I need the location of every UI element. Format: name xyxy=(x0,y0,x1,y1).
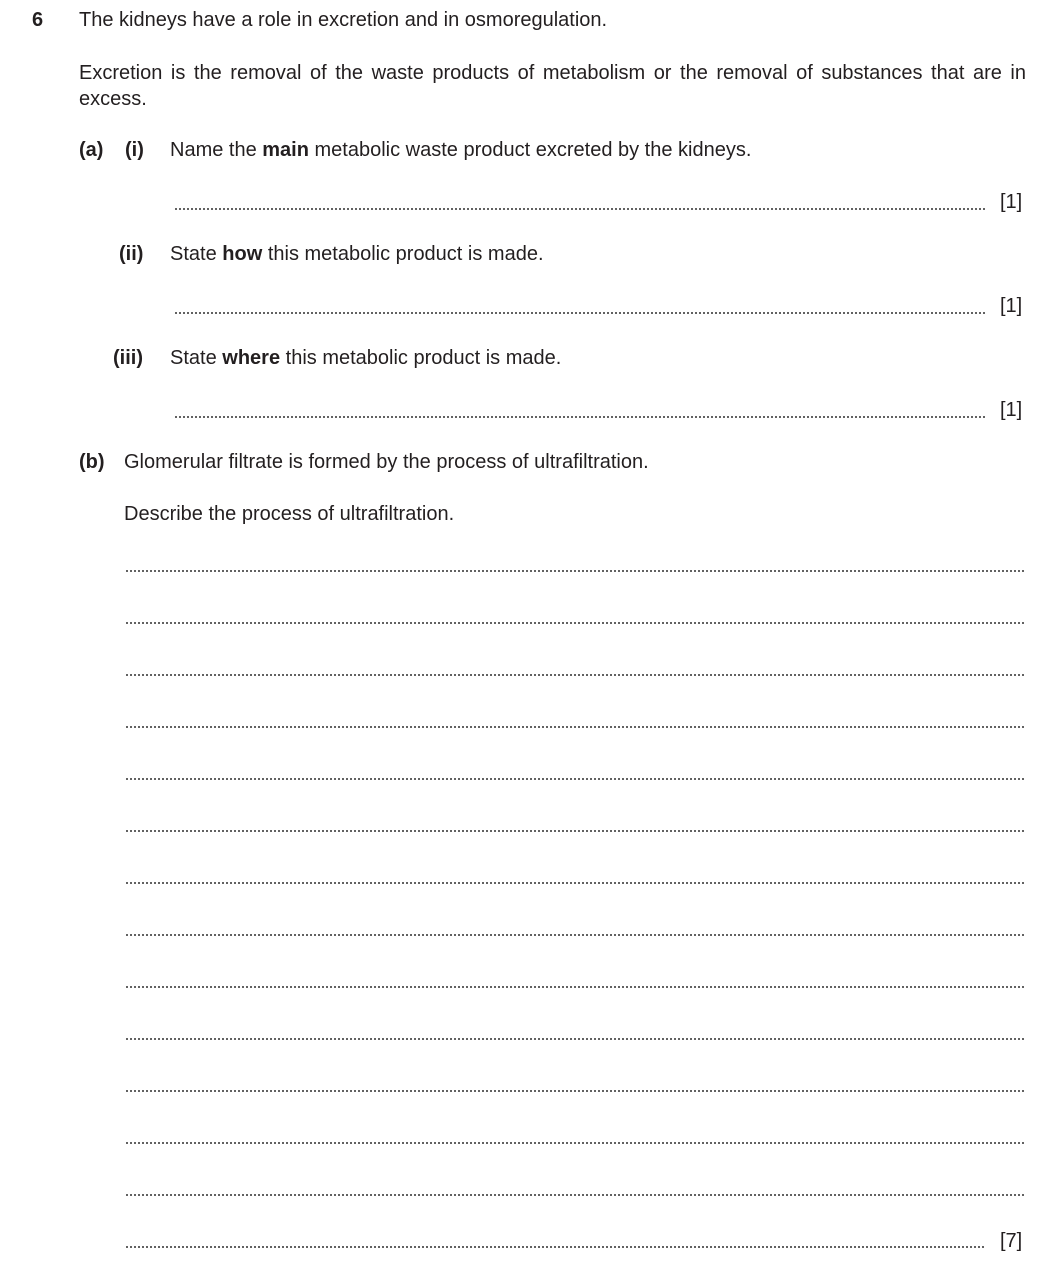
question-number: 6 xyxy=(32,9,44,31)
answer-line-b[interactable] xyxy=(125,934,1024,936)
part-a-i-text-bold: main xyxy=(262,139,309,161)
part-a-iii-question xyxy=(170,346,561,370)
part-a-iii-label: (iii) xyxy=(113,347,143,369)
answer-line-b[interactable] xyxy=(125,778,1024,780)
answer-line-b-last[interactable] xyxy=(125,1246,986,1248)
answer-line-b[interactable] xyxy=(125,830,1024,832)
answer-line-b[interactable] xyxy=(125,1194,1024,1196)
question-intro: The kidneys have a role in excretion and in osmoregulation. xyxy=(79,9,608,31)
answer-line-b[interactable] xyxy=(125,570,1024,572)
marks-b: [7] xyxy=(1000,1230,1023,1252)
answer-line-a-ii[interactable] xyxy=(174,312,986,314)
answer-line-b[interactable] xyxy=(125,986,1024,988)
part-a-i-text-before: Name the xyxy=(170,139,263,161)
part-a-ii-text-bold: how xyxy=(222,243,263,265)
answer-line-a-iii[interactable] xyxy=(174,416,986,418)
answer-line-b[interactable] xyxy=(125,1038,1024,1040)
part-a-i-question xyxy=(170,138,751,162)
part-b-statement: Glomerular filtrate is formed by the process of ultrafiltration. xyxy=(124,451,649,473)
answer-line-b[interactable] xyxy=(125,622,1024,624)
excretion-definition: Excretion is the removal of the waste products of metabolism or the removal of substances that are in excess. xyxy=(79,62,1026,110)
answer-line-b[interactable] xyxy=(125,882,1024,884)
part-a-ii-label: (ii) xyxy=(119,243,144,265)
part-a-ii-question xyxy=(170,242,544,266)
marks-a-ii: [1] xyxy=(1000,295,1023,317)
answer-line-b[interactable] xyxy=(125,1090,1024,1092)
answer-line-b[interactable] xyxy=(125,674,1024,676)
part-b-label: (b) xyxy=(79,451,105,473)
answer-line-b[interactable] xyxy=(125,726,1024,728)
part-a-i-text-after: metabolic waste product excreted by the kidneys. xyxy=(308,139,752,161)
part-a-ii-text-before: State xyxy=(170,243,223,265)
marks-a-iii: [1] xyxy=(1000,399,1023,421)
answer-line-b[interactable] xyxy=(125,1142,1024,1144)
answer-line-a-i[interactable] xyxy=(174,208,986,210)
part-a-i-label: (i) xyxy=(125,139,144,161)
part-b-instruction: Describe the process of ultrafiltration. xyxy=(124,503,455,525)
part-a-label: (a) xyxy=(79,139,104,161)
part-a-ii-text-after: this metabolic product is made. xyxy=(262,243,544,265)
part-a-iii-text-bold: where xyxy=(222,347,281,369)
part-a-iii-text-before: State xyxy=(170,347,223,369)
part-a-iii-text-after: this metabolic product is made. xyxy=(280,347,562,369)
marks-a-i: [1] xyxy=(1000,191,1023,213)
